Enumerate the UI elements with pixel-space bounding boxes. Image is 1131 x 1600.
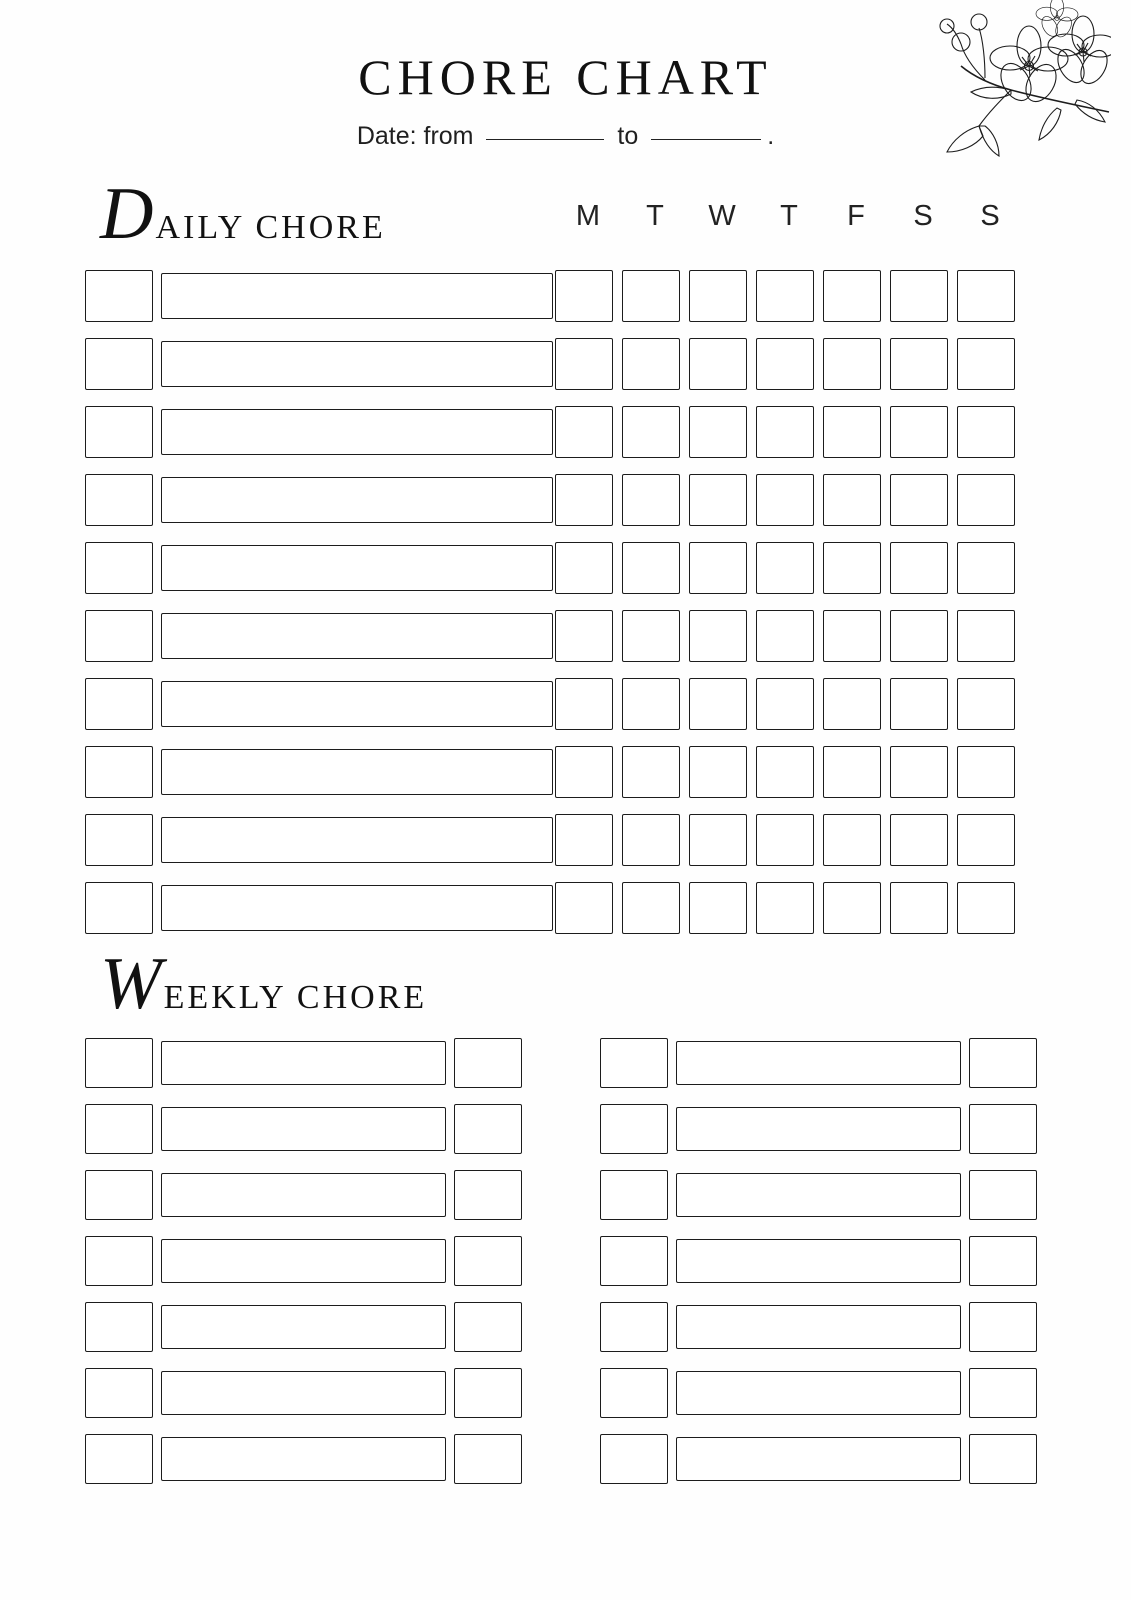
daily-day-checkbox[interactable] [823,338,881,390]
daily-day-checkbox[interactable] [890,610,948,662]
daily-day-checkbox[interactable] [890,270,948,322]
daily-day-checkbox[interactable] [756,270,814,322]
daily-day-checkbox[interactable] [823,542,881,594]
weekly-row-checkbox[interactable] [85,1038,153,1088]
daily-chore-row [85,670,1045,738]
weekly-chore-row [85,1228,530,1294]
weekly-chore-input[interactable] [161,1305,446,1349]
weekly-chore-input[interactable] [676,1305,961,1349]
daily-day-cells [555,542,1024,594]
daily-chore-input[interactable] [161,273,553,319]
daily-chore-input[interactable] [161,341,553,387]
weekly-row-done-box[interactable] [969,1368,1037,1418]
weekly-row-checkbox[interactable] [85,1236,153,1286]
daily-chore-input[interactable] [161,545,553,591]
daily-day-checkbox[interactable] [756,338,814,390]
daily-row-checkbox[interactable] [85,746,153,798]
daily-day-checkbox[interactable] [555,474,613,526]
weekly-chore-heading [100,943,428,1025]
date-range-line [0,122,1131,151]
daily-day-checkbox[interactable] [555,542,613,594]
daily-day-checkbox[interactable] [957,406,1015,458]
weekly-chore-input[interactable] [161,1437,446,1481]
weekly-chore-row [600,1360,1045,1426]
weekly-row-done-box[interactable] [969,1236,1037,1286]
weekly-chore-input[interactable] [676,1041,961,1085]
date-from-input[interactable] [486,138,604,140]
weekly-row-checkbox[interactable] [600,1302,668,1352]
daily-day-cells [555,814,1024,866]
daily-day-cells [555,406,1024,458]
daily-day-checkbox[interactable] [823,746,881,798]
weekly-row-done-box[interactable] [969,1170,1037,1220]
daily-day-checkbox[interactable] [689,746,747,798]
daily-day-checkbox[interactable] [957,678,1015,730]
daily-chore-row [85,806,1045,874]
daily-day-checkbox[interactable] [555,678,613,730]
weekday-letter: S [980,200,1001,232]
daily-row-checkbox[interactable] [85,338,153,390]
daily-day-checkbox[interactable] [689,338,747,390]
daily-row-checkbox[interactable] [85,474,153,526]
weekly-chore-input[interactable] [161,1041,446,1085]
daily-day-checkbox[interactable] [555,406,613,458]
daily-chore-row [85,262,1045,330]
daily-day-checkbox[interactable] [622,338,680,390]
daily-day-checkbox[interactable] [555,746,613,798]
daily-day-cells [555,746,1024,798]
weekly-chore-input[interactable] [676,1371,961,1415]
daily-day-checkbox[interactable] [689,610,747,662]
daily-day-checkbox[interactable] [622,814,680,866]
daily-day-checkbox[interactable] [957,542,1015,594]
daily-chore-input[interactable] [161,613,553,659]
weekday-letter: W [708,200,737,232]
daily-chore-row [85,602,1045,670]
daily-row-checkbox[interactable] [85,882,153,934]
weekly-row-done-box[interactable] [454,1104,522,1154]
daily-day-checkbox[interactable] [823,610,881,662]
daily-day-checkbox[interactable] [756,610,814,662]
daily-chore-row [85,874,1045,942]
weekly-chore-row [85,1030,530,1096]
daily-row-checkbox[interactable] [85,542,153,594]
daily-day-checkbox[interactable] [622,610,680,662]
weekly-heading-dropcap: W [100,943,162,1025]
weekly-chore-row [85,1294,530,1360]
daily-row-checkbox[interactable] [85,406,153,458]
weekly-row-done-box[interactable] [454,1434,522,1484]
daily-day-checkbox[interactable] [622,882,680,934]
daily-chore-row [85,738,1045,806]
daily-day-checkbox[interactable] [689,678,747,730]
daily-chore-table [85,262,1045,942]
weekly-chore-input[interactable] [161,1107,446,1151]
daily-day-checkbox[interactable] [957,814,1015,866]
weekly-row-checkbox[interactable] [600,1038,668,1088]
weekly-chore-input[interactable] [676,1173,961,1217]
daily-day-checkbox[interactable] [890,338,948,390]
weekly-chore-row [600,1228,1045,1294]
weekday-letter: S [913,200,934,232]
daily-row-checkbox[interactable] [85,270,153,322]
weekly-heading-text: EEKLY CHORE [163,979,428,1016]
daily-day-checkbox[interactable] [622,678,680,730]
daily-chore-row [85,398,1045,466]
daily-day-checkbox[interactable] [823,406,881,458]
weekly-chore-table [85,1030,1045,1492]
weekly-row-done-box[interactable] [454,1368,522,1418]
daily-day-checkbox[interactable] [890,678,948,730]
weekday-letter: F [847,200,866,232]
weekly-chore-row [600,1294,1045,1360]
daily-day-checkbox[interactable] [823,270,881,322]
daily-day-checkbox[interactable] [890,814,948,866]
daily-day-cells [555,338,1024,390]
daily-day-checkbox[interactable] [957,882,1015,934]
daily-day-checkbox[interactable] [622,746,680,798]
daily-day-checkbox[interactable] [823,882,881,934]
date-end-punctuation: . [767,122,775,150]
daily-day-checkbox[interactable] [823,678,881,730]
daily-day-checkbox[interactable] [622,270,680,322]
daily-heading-text: AILY CHORE [155,209,386,246]
weekly-row-done-box[interactable] [454,1236,522,1286]
daily-chore-input[interactable] [161,409,553,455]
daily-day-checkbox[interactable] [555,610,613,662]
weekly-chore-row [85,1426,530,1492]
weekly-row-done-box[interactable] [969,1038,1037,1088]
date-to-label: to [617,122,639,150]
daily-day-checkbox[interactable] [555,882,613,934]
weekly-row-checkbox[interactable] [600,1434,668,1484]
daily-chore-input[interactable] [161,817,553,863]
daily-day-cells [555,882,1024,934]
daily-day-checkbox[interactable] [890,406,948,458]
daily-day-checkbox[interactable] [689,542,747,594]
daily-day-cells [555,610,1024,662]
daily-day-checkbox[interactable] [756,542,814,594]
weekly-chore-row [600,1030,1045,1096]
weekly-chore-column [600,1030,1045,1492]
weekday-header-row [555,200,1025,233]
weekly-row-checkbox[interactable] [85,1368,153,1418]
daily-day-checkbox[interactable] [689,474,747,526]
weekly-row-done-box[interactable] [969,1104,1037,1154]
weekly-chore-row [600,1096,1045,1162]
daily-day-checkbox[interactable] [756,678,814,730]
daily-chore-input[interactable] [161,681,553,727]
daily-day-checkbox[interactable] [689,270,747,322]
daily-day-checkbox[interactable] [622,542,680,594]
daily-day-checkbox[interactable] [756,746,814,798]
daily-row-checkbox[interactable] [85,678,153,730]
daily-day-checkbox[interactable] [555,814,613,866]
weekly-chore-input[interactable] [676,1437,961,1481]
weekly-row-checkbox[interactable] [85,1434,153,1484]
weekly-row-checkbox[interactable] [85,1302,153,1352]
weekly-row-done-box[interactable] [454,1038,522,1088]
weekly-row-checkbox[interactable] [600,1236,668,1286]
page-title: CHORE CHART [358,49,773,105]
weekly-row-done-box[interactable] [969,1302,1037,1352]
weekly-chore-row [85,1162,530,1228]
daily-chore-row [85,330,1045,398]
daily-chore-heading [100,173,386,255]
weekly-chore-input[interactable] [676,1239,961,1283]
daily-day-checkbox[interactable] [890,474,948,526]
daily-chore-input[interactable] [161,749,553,795]
weekly-row-done-box[interactable] [969,1434,1037,1484]
daily-day-checkbox[interactable] [756,474,814,526]
weekday-letter: M [575,200,602,232]
daily-day-checkbox[interactable] [689,814,747,866]
weekly-row-checkbox[interactable] [600,1368,668,1418]
date-from-label: Date: from [356,122,474,150]
daily-day-checkbox[interactable] [957,746,1015,798]
weekly-row-checkbox[interactable] [600,1170,668,1220]
weekly-chore-row [600,1162,1045,1228]
daily-day-checkbox[interactable] [756,406,814,458]
daily-chore-row [85,466,1045,534]
daily-heading-dropcap: D [100,173,154,255]
daily-day-checkbox[interactable] [890,882,948,934]
daily-row-checkbox[interactable] [85,610,153,662]
daily-day-checkbox[interactable] [555,270,613,322]
daily-chore-input[interactable] [161,477,553,523]
daily-day-checkbox[interactable] [555,338,613,390]
weekly-row-done-box[interactable] [454,1170,522,1220]
daily-day-cells [555,474,1024,526]
daily-day-checkbox[interactable] [756,814,814,866]
daily-day-cells [555,270,1024,322]
daily-day-checkbox[interactable] [756,882,814,934]
weekday-letter: T [780,200,799,232]
daily-chore-row [85,534,1045,602]
weekly-chore-input[interactable] [161,1239,446,1283]
daily-day-checkbox[interactable] [689,882,747,934]
weekly-chore-input[interactable] [676,1107,961,1151]
daily-day-checkbox[interactable] [890,542,948,594]
daily-day-checkbox[interactable] [622,406,680,458]
daily-day-checkbox[interactable] [957,610,1015,662]
daily-day-cells [555,678,1024,730]
daily-day-checkbox[interactable] [890,746,948,798]
weekly-row-checkbox[interactable] [85,1170,153,1220]
daily-day-checkbox[interactable] [957,270,1015,322]
daily-day-checkbox[interactable] [957,338,1015,390]
daily-day-checkbox[interactable] [823,814,881,866]
daily-day-checkbox[interactable] [689,406,747,458]
daily-chore-input[interactable] [161,885,553,931]
weekly-chore-column [85,1030,530,1492]
daily-day-checkbox[interactable] [622,474,680,526]
weekday-letter: T [646,200,665,232]
daily-day-checkbox[interactable] [957,474,1015,526]
weekly-chore-input[interactable] [161,1173,446,1217]
weekly-chore-input[interactable] [161,1371,446,1415]
weekly-row-checkbox[interactable] [600,1104,668,1154]
weekly-row-done-box[interactable] [454,1302,522,1352]
date-to-input[interactable] [651,138,761,140]
daily-row-checkbox[interactable] [85,814,153,866]
weekly-chore-row [85,1096,530,1162]
weekly-row-checkbox[interactable] [85,1104,153,1154]
weekly-chore-row [85,1360,530,1426]
weekly-chore-row [600,1426,1045,1492]
daily-day-checkbox[interactable] [823,474,881,526]
